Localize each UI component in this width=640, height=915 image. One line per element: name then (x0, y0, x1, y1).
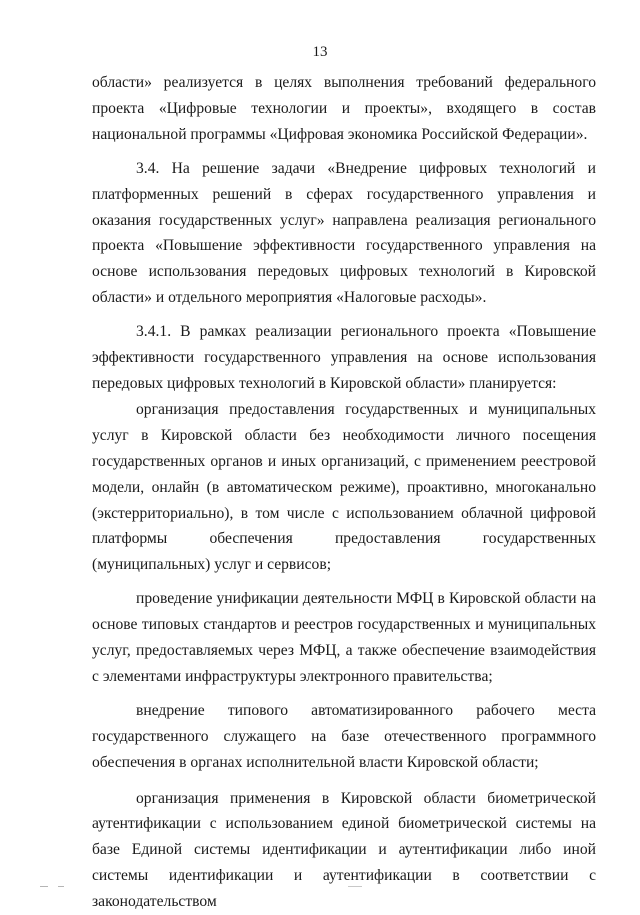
paragraph-3-4-1: 3.4.1. В рамках реализации регионального проекта «Повышение эффективности государственного управления на основе использования передовых цифровых технологий в Кировской области» планируется: (92, 323, 596, 392)
page-number: 13 (312, 44, 328, 60)
scan-artifact-mark (40, 886, 48, 887)
paragraph-3-4: 3.4. На решение задачи «Внедрение цифровых технологий и платформенных решений в сферах государственного управления и оказания государственных услуг» направлена реализация регионального проекта «Повышение эффективности государственного управления на основе использования передовых цифровых технологий в Кировской области» и отдельного мероприятия «Налоговые расходы». (92, 159, 596, 307)
paragraph-workplace-implementation: внедрение типового автоматизированного рабочего места государственного служащего на базе отечественного программного обеспечения в органах исполнительной власти Кировской области; (92, 701, 596, 771)
paragraph-intro-continuation: области» реализуется в целях выполнения требований федерального проекта «Цифровые технологии и проекты», входящего в состав национальной программы «Цифровая экономика Российской Федерации». (92, 74, 596, 143)
document-body (92, 70, 596, 915)
scan-artifact-mark (348, 886, 362, 887)
paragraph-services-organization: организация предоставления государственных и муниципальных услуг в Кировской области без необходимости личного посещения государственных органов и иных организаций, с применением реестровой модели, онлайн (в автоматическом режиме), проактивно, многоканально (экстерриториально), в том числе с использованием облачной цифровой платформы обеспечения предоставления государственных (муниципальных) услуг и сервисов; (92, 400, 596, 574)
paragraph-biometric-authentication: организация применения в Кировской области биометрической аутентификации с использованием единой биометрической системы на базе Единой системы идентификации и аутентификации либо иной системы идентификации и аутентификации в соответствии с законодательством (92, 789, 596, 911)
paragraph-mfc-unification: проведение унификации деятельности МФЦ в Кировской области на основе типовых стандартов и реестров государственных и муниципальных услуг, предоставляемых через МФЦ, а также обеспечение взаимодействия с элементами инфраструктуры электронного правительства; (92, 590, 596, 685)
scan-artifact-mark (58, 886, 64, 887)
